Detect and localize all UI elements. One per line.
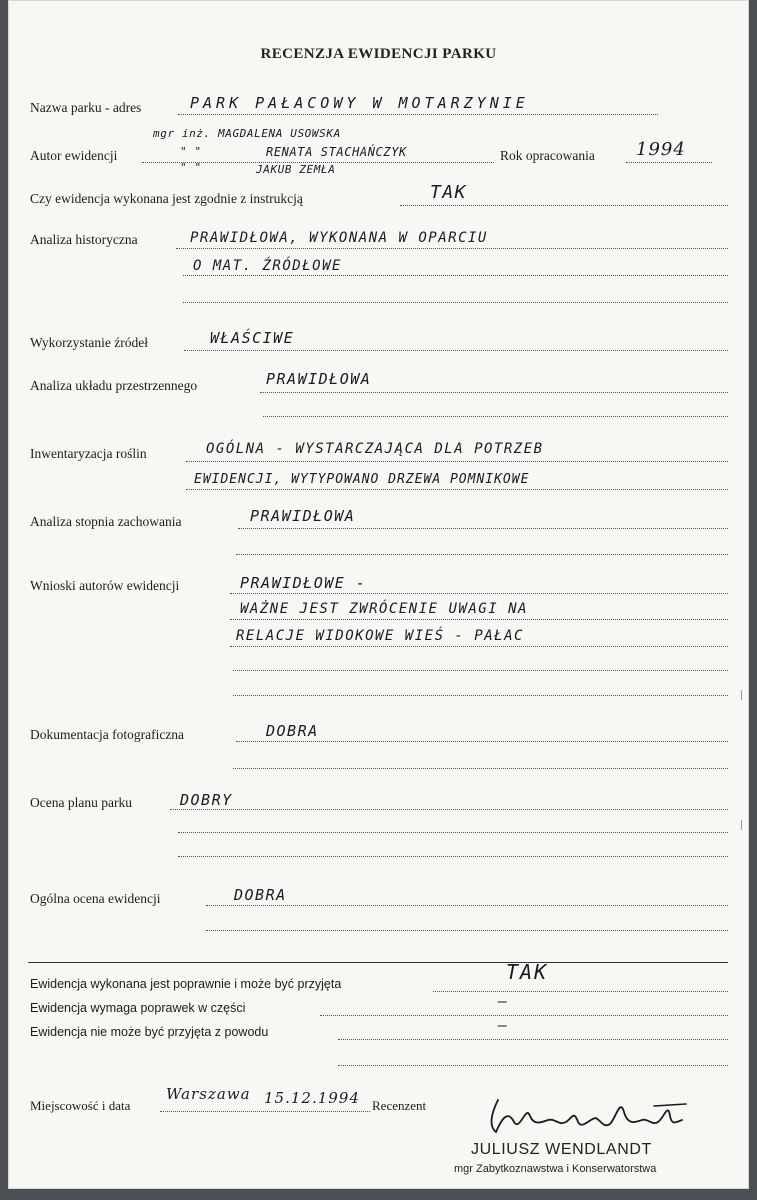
historyczna-dots-3 [183, 302, 728, 303]
nie-dots-2 [338, 1065, 728, 1066]
autor-value-line1: mgr inż. MAGDALENA USOWSKA [153, 127, 341, 140]
zachowanie-dots-2 [236, 554, 728, 555]
edge-mark [735, 820, 742, 830]
wnioski-dots-4 [233, 670, 728, 671]
poprawki-dots [320, 1015, 728, 1016]
przyjeta-dots [433, 991, 728, 992]
rosliny-value-line1: OGÓLNA - WYSTARCZAJĄCA DLA POTRZEB [206, 441, 544, 457]
poprawki-value: — [498, 992, 509, 1010]
ogolna-label: Ogólna ocena ewidencji [30, 891, 161, 906]
uklad-label: Analiza układu przestrzennego [30, 378, 198, 393]
ogolna-value: DOBRA [234, 886, 287, 904]
wnioski-value-line1: PRAWIDŁOWE - [240, 574, 367, 592]
nazwa-value: PARK PAŁACOWY W MOTARZYNIE [190, 94, 529, 112]
foto-label: Dokumentacja fotograficzna [30, 727, 185, 742]
nie-value: — [498, 1016, 509, 1034]
rok-value: 1994 [636, 139, 686, 160]
rosliny-dots-2 [186, 489, 728, 490]
plan-dots-3 [178, 856, 728, 857]
autor-ditto2: " " [180, 161, 202, 174]
przyjeta-value: TAK [506, 960, 549, 984]
wnioski-dots-1 [230, 593, 728, 594]
historyczna-dots-1 [176, 248, 728, 249]
wnioski-dots-2 [230, 619, 728, 620]
historyczna-label: Analiza historyczna [30, 232, 138, 247]
review-form-sheet [8, 0, 749, 1189]
historyczna-dots-2 [183, 275, 728, 276]
zrodla-dots [184, 350, 728, 351]
instrukcja-label: Czy ewidencja wykonana jest zgodnie z instrukcją [30, 191, 303, 206]
autor-ditto1: " " [180, 145, 202, 158]
historyczna-value-line2: O MAT. ŹRÓDŁOWE [193, 258, 342, 274]
zachowanie-label: Analiza stopnia zachowania [30, 514, 182, 529]
zrodla-value: WŁAŚCIWE [210, 329, 295, 347]
recenzent-label: Recenzent [372, 1098, 427, 1113]
edge-mark [735, 690, 742, 700]
reviewer-title-stamp: mgr Zabytkoznawstwa i Konserwatorstwa [454, 1163, 657, 1175]
miejsce-label: Miejscowość i data [30, 1098, 131, 1113]
foto-dots-1 [236, 741, 728, 742]
miejsce-dots [160, 1111, 370, 1112]
plan-dots-1 [170, 809, 728, 810]
wnioski-value-line3: RELACJE WIDOKOWE WIEŚ - PAŁAC [236, 628, 524, 644]
wnioski-dots-5 [233, 695, 728, 696]
form-title: RECENZJA EWIDENCJI PARKU [260, 46, 497, 62]
rok-label: Rok opracowania [500, 148, 595, 163]
date-value: 15.12.1994 [264, 1089, 360, 1107]
zachowanie-value: PRAWIDŁOWA [250, 507, 356, 525]
nie-label: Ewidencja nie może być przyjęta z powodu [30, 1025, 269, 1039]
signature-image [478, 1092, 688, 1138]
wnioski-dots-3 [230, 646, 728, 647]
uklad-value: PRAWIDŁOWA [266, 370, 372, 388]
zachowanie-dots-1 [238, 528, 728, 529]
plan-value: DOBRY [180, 791, 233, 809]
plan-dots-2 [178, 832, 728, 833]
foto-dots-2 [233, 768, 728, 769]
autor-value-line3: JAKUB ZEMŁA [256, 163, 336, 176]
uklad-dots-2 [263, 416, 728, 417]
ogolna-dots-1 [206, 905, 728, 906]
rosliny-value-line2: EWIDENCJI, WYTYPOWANO DRZEWA POMNIKOWE [194, 472, 530, 487]
ogolna-dots-2 [206, 930, 728, 931]
plan-label: Ocena planu parku [30, 795, 132, 810]
rosliny-dots-1 [186, 461, 728, 462]
reviewer-name-stamp: JULIUSZ WENDLANDT [471, 1141, 652, 1158]
zrodla-label: Wykorzystanie źródeł [30, 335, 149, 350]
signature-scrawl [478, 1092, 688, 1143]
przyjeta-label: Ewidencja wykonana jest poprawnie i może być przyjęta [30, 977, 342, 991]
poprawki-label: Ewidencja wymaga poprawek w części [30, 1001, 246, 1015]
rok-dots [626, 162, 712, 163]
nazwa-label: Nazwa parku - adres [30, 100, 142, 115]
section-divider [28, 962, 728, 963]
foto-value: DOBRA [266, 722, 319, 740]
miejsce-value: Warszawa [166, 1085, 251, 1103]
nazwa-dots [178, 114, 658, 115]
uklad-dots-1 [260, 392, 728, 393]
historyczna-value-line1: PRAWIDŁOWA, WYKONANA W OPARCIU [190, 230, 488, 246]
instrukcja-dots [400, 205, 728, 206]
wnioski-value-line2: WAŻNE JEST ZWRÓCENIE UWAGI NA [240, 601, 528, 617]
autor-label: Autor ewidencji [30, 148, 118, 163]
rosliny-label: Inwentaryzacja roślin [30, 446, 147, 461]
instrukcja-value: TAK [430, 182, 468, 203]
autor-value-line2: RENATA STACHAŃCZYK [266, 145, 407, 159]
wnioski-label: Wnioski autorów ewidencji [30, 578, 180, 593]
nie-dots-1 [338, 1039, 728, 1040]
